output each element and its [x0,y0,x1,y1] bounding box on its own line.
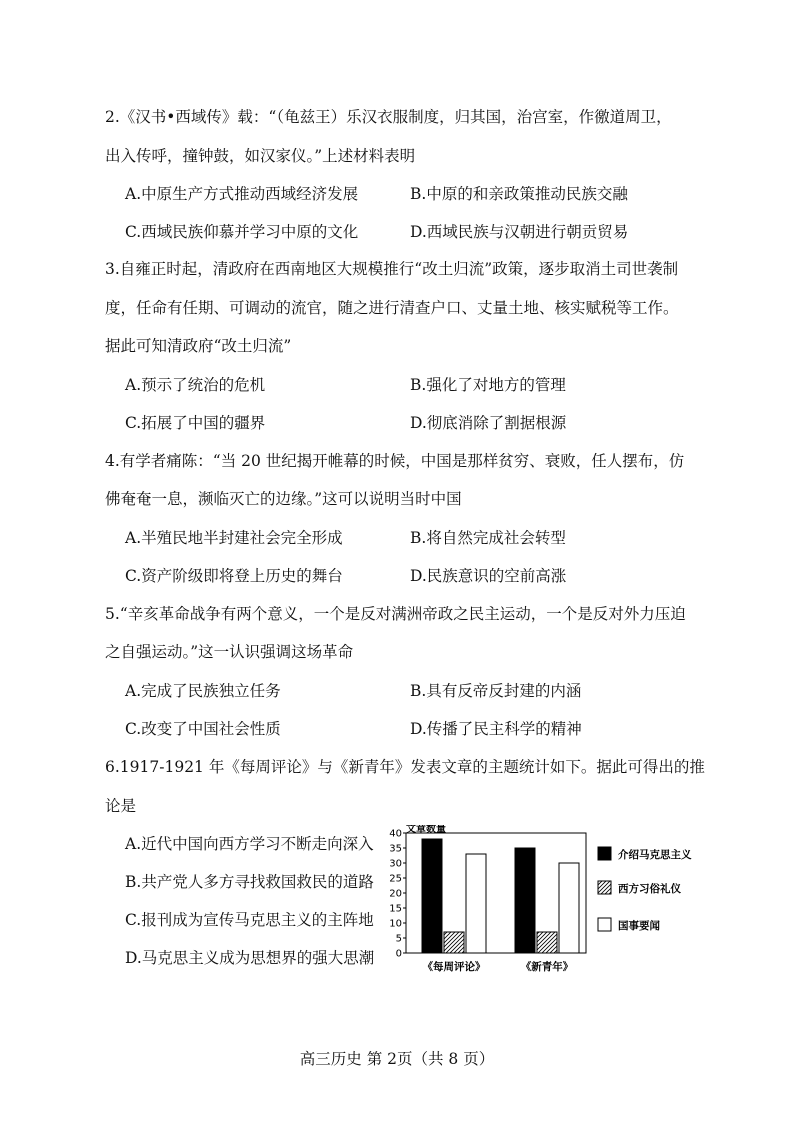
q5-line-1: 5.“辛亥革命战争有两个意义，一个是反对满洲帝政之民主运动，一个是反对外力压迫 [105,605,686,623]
legend-label: 国事要闻 [618,920,660,932]
q3-line-1: 3.自雍正时起，清政府在西南地区大规模推行“改土归流”政策，逐步取消土司世袭制 [105,260,679,278]
q5-option-c[interactable]: C.改变了中国社会性质 [125,720,281,738]
x-category-label: 《每周评论》 [422,961,486,973]
q6-option-a[interactable]: A.近代中国向西方学习不断走向深入 [125,835,374,853]
q4-option-a[interactable]: A.半殖民地半封建社会完全形成 [125,529,343,547]
q3-line-2: 度，任命有任期、可调动的流官，随之进行清查户口、丈量土地、核实赋税等工作。 [105,299,679,317]
q6-line-2: 论是 [105,797,137,815]
q2-option-b[interactable]: B.中原的和亲政策推动民族交融 [410,185,628,203]
y-tick-label: 30 [389,858,402,870]
bar-1-1 [537,932,557,953]
q3-option-b[interactable]: B.强化了对地方的管理 [410,376,566,394]
q4-line-2: 佛奄奄一息，濒临灭亡的边缘。”这可以说明当时中国 [105,490,462,508]
bar-0-1 [444,932,464,953]
q4-option-b[interactable]: B.将自然完成社会转型 [410,529,566,547]
y-tick-label: 40 [389,828,402,840]
chart-ylabel: 文章数量 [406,825,446,835]
bar-0-2 [466,854,486,953]
y-tick-label: 5 [395,933,402,945]
legend-swatch [598,881,611,894]
legend-swatch [598,847,611,860]
bar-1-0 [515,848,535,953]
q5-option-b[interactable]: B.具有反帝反封建的内涵 [410,682,582,700]
q6-option-b[interactable]: B.共产党人多方寻找救国救民的道路 [125,873,374,891]
y-tick-label: 35 [389,843,402,855]
q6-option-c[interactable]: C.报刊成为宣传马克思主义的主阵地 [125,911,374,929]
q3-option-a[interactable]: A.预示了统治的危机 [125,376,266,394]
bar-1-2 [559,863,579,953]
legend-swatch [598,918,611,931]
y-tick-label: 15 [389,903,402,915]
article-count-bar-chart [378,825,718,995]
q4-option-c[interactable]: C.资产阶级即将登上历史的舞台 [125,567,343,585]
page-footer: 高三历史 第 2页（共 8 页） [299,1050,495,1068]
q5-option-a[interactable]: A.完成了民族独立任务 [125,682,281,700]
q4-line-1: 4.有学者痛陈：“当 20 世纪揭开帷幕的时候，中国是那样贫穷、衰败，任人摆布，仿 [105,452,685,470]
bar-0-0 [422,839,442,953]
q2-line-1: 2.《汉书•西域传》载：“（龟兹王）乐汉衣服制度，归其国，治宫室，作徼道周卫， [105,108,672,126]
y-tick-label: 10 [389,918,402,930]
q6-option-d[interactable]: D.马克思主义成为思想界的强大思潮 [125,949,375,967]
q2-option-d[interactable]: D.西域民族与汉朝进行朝贡贸易 [410,223,629,241]
y-tick-label: 0 [395,948,402,960]
q4-option-d[interactable]: D.民族意识的空前高涨 [410,567,567,585]
q3-option-d[interactable]: D.彻底消除了割据根源 [410,414,567,432]
q2-option-c[interactable]: C.西域民族仰慕并学习中原的文化 [125,223,359,241]
y-tick-label: 25 [389,873,402,885]
q2-option-a[interactable]: A.中原生产方式推动西域经济发展 [125,185,359,203]
q3-option-c[interactable]: C.拓展了中国的疆界 [125,414,266,432]
legend-label: 西方习俗礼仪 [618,883,681,895]
legend-label: 介绍马克思主义 [618,849,692,861]
q6-line-1: 6.1917-1921 年《每周评论》与《新青年》发表文章的主题统计如下。据此可得出的推 [105,758,705,776]
q5-option-d[interactable]: D.传播了民主科学的精神 [410,720,582,738]
y-tick-label: 20 [389,888,402,900]
q5-line-2: 之自强运动。”这一认识强调这场革命 [105,643,354,661]
x-category-label: 《新青年》 [520,961,574,973]
q3-line-3: 据此可知清政府“改土归流” [105,337,292,355]
q2-line-2: 出入传呼，撞钟鼓，如汉家仪。”上述材料表明 [105,147,416,165]
